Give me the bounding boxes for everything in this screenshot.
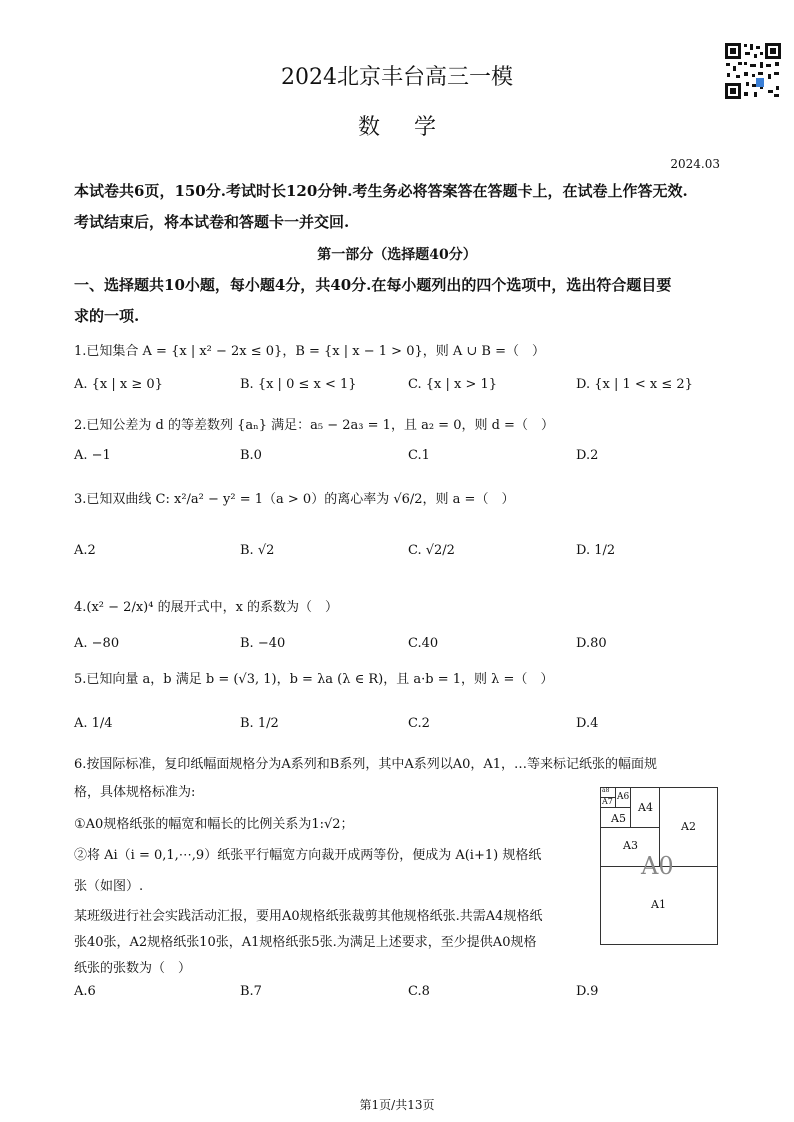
question-6-option-c: C.8 [408,984,430,999]
question-6-line-1: 6.按国际标准，复印纸幅面规格分为A系列和B系列，其中A系列以A0，A1，…等来标记纸张的幅面规 [74,757,658,772]
question-6-option-b: B.7 [240,984,262,999]
question-6-option-a: A.6 [74,984,96,999]
question-2-option-c: C.1 [408,448,430,463]
figure-line-a5 [601,807,630,808]
question-1-stem: 1.已知集合 A = {x | x² − 2x ≤ 0}，B = {x | x − 1 > 0}，则 A ∪ B =（ ） [74,344,546,359]
figure-label-a6: A6 [617,792,630,802]
figure-label-a5: A5 [611,812,626,825]
question-3-option-d: D. 1/2 [576,543,616,558]
paper-size-figure [600,787,718,945]
question-5-stem: 5.已知向量 a，b 满足 b = (√3, 1)，b = λa (λ ∈ R)，且 a·b = 1，则 λ =（ ） [74,672,554,687]
exam-subject: 数学 [357,115,470,140]
part1-heading: 第一部分（选择题40分） [317,247,477,263]
figure-label-a0: A0 [641,852,674,880]
question-4-option-d: D.80 [576,636,607,651]
question-4-option-a: A. −80 [74,636,120,651]
question-6-body-1: 某班级进行社会实践活动汇报，要用A0规格纸张裁剪其他规格纸张.共需A4规格纸 [74,909,543,924]
question-4-stem: 4.(x² − 2/x)⁴ 的展开式中，x 的系数为（ ） [74,600,339,615]
question-6-rule-2: ②将 Ai（i = 0,1,⋯,9）纸张平行幅宽方向裁开成两等份，便成为 A(i+1) 规格纸 [74,848,542,863]
exam-date: 2024.03 [670,157,720,171]
question-6-option-d: D.9 [576,984,599,999]
instructions-line-1: 本试卷共6页，150分.考试时长120分钟.考生务必将答案答在答题卡上，在试卷上作答无效. [74,182,688,200]
question-2-option-b: B.0 [240,448,262,463]
question-5-option-c: C.2 [408,716,430,731]
figure-label-a2: A2 [681,820,696,833]
figure-line-a4 [630,788,631,827]
question-6-body-2: 张40张，A2规格纸张10张，A1规格纸张5张.为满足上述要求，至少提供A0规格 [74,935,537,950]
figure-label-a7: A7 [602,797,613,806]
exam-title: 2024北京丰台高三一模 [281,65,513,90]
figure-line-a6 [615,788,616,807]
question-2-option-a: A. −1 [74,448,111,463]
figure-label-a8: a8 [602,787,610,794]
question-1-option-d: D. {x | 1 < x ≤ 2} [576,377,693,392]
question-2-stem: 2.已知公差为 d 的等差数列 {aₙ} 满足：a₅ − 2a₃ = 1，且 a₂ = 0，则 d =（ ） [74,418,554,433]
question-6-line-2: 格，具体规格标准为: [74,785,196,800]
instructions-line-2: 考试结束后，将本试卷和答题卡一并交回. [74,213,350,231]
question-1-option-b: B. {x | 0 ≤ x < 1} [240,377,357,392]
question-1-option-c: C. {x | x > 1} [408,377,498,392]
question-5-option-d: D.4 [576,716,599,731]
question-4-option-b: B. −40 [240,636,286,651]
question-6-rule-1: ①A0规格纸张的幅宽和幅长的比例关系为1:√2； [74,817,354,832]
question-4-option-c: C.40 [408,636,439,651]
question-3-option-c: C. √2/2 [408,543,455,558]
question-3-stem: 3.已知双曲线 C: x²/a² − y² = 1（a > 0）的离心率为 √6/2，则 a =（ ） [74,492,515,507]
figure-label-a4: A4 [638,801,653,814]
question-3-option-a: A.2 [74,543,96,558]
question-2-option-d: D.2 [576,448,599,463]
page-footer: 第1页/共13页 [359,1098,435,1112]
question-6-body-3: 纸张的张数为（ ） [74,961,192,976]
question-1-option-a: A. {x | x ≥ 0} [74,377,163,392]
question-3-option-b: B. √2 [240,543,275,558]
question-5-option-a: A. 1/4 [74,716,113,731]
question-6-rule-2-cont: 张（如图）. [74,879,144,894]
question-5-option-b: B. 1/2 [240,716,279,731]
part1-description-2: 求的一项. [74,307,140,325]
part1-description-1: 一、选择题共10小题，每小题4分，共40分.在每小题列出的四个选项中，选出符合题目要 [74,276,672,294]
figure-label-a3: A3 [623,839,638,852]
figure-line-a3 [601,827,659,828]
figure-label-a1: A1 [651,898,666,911]
